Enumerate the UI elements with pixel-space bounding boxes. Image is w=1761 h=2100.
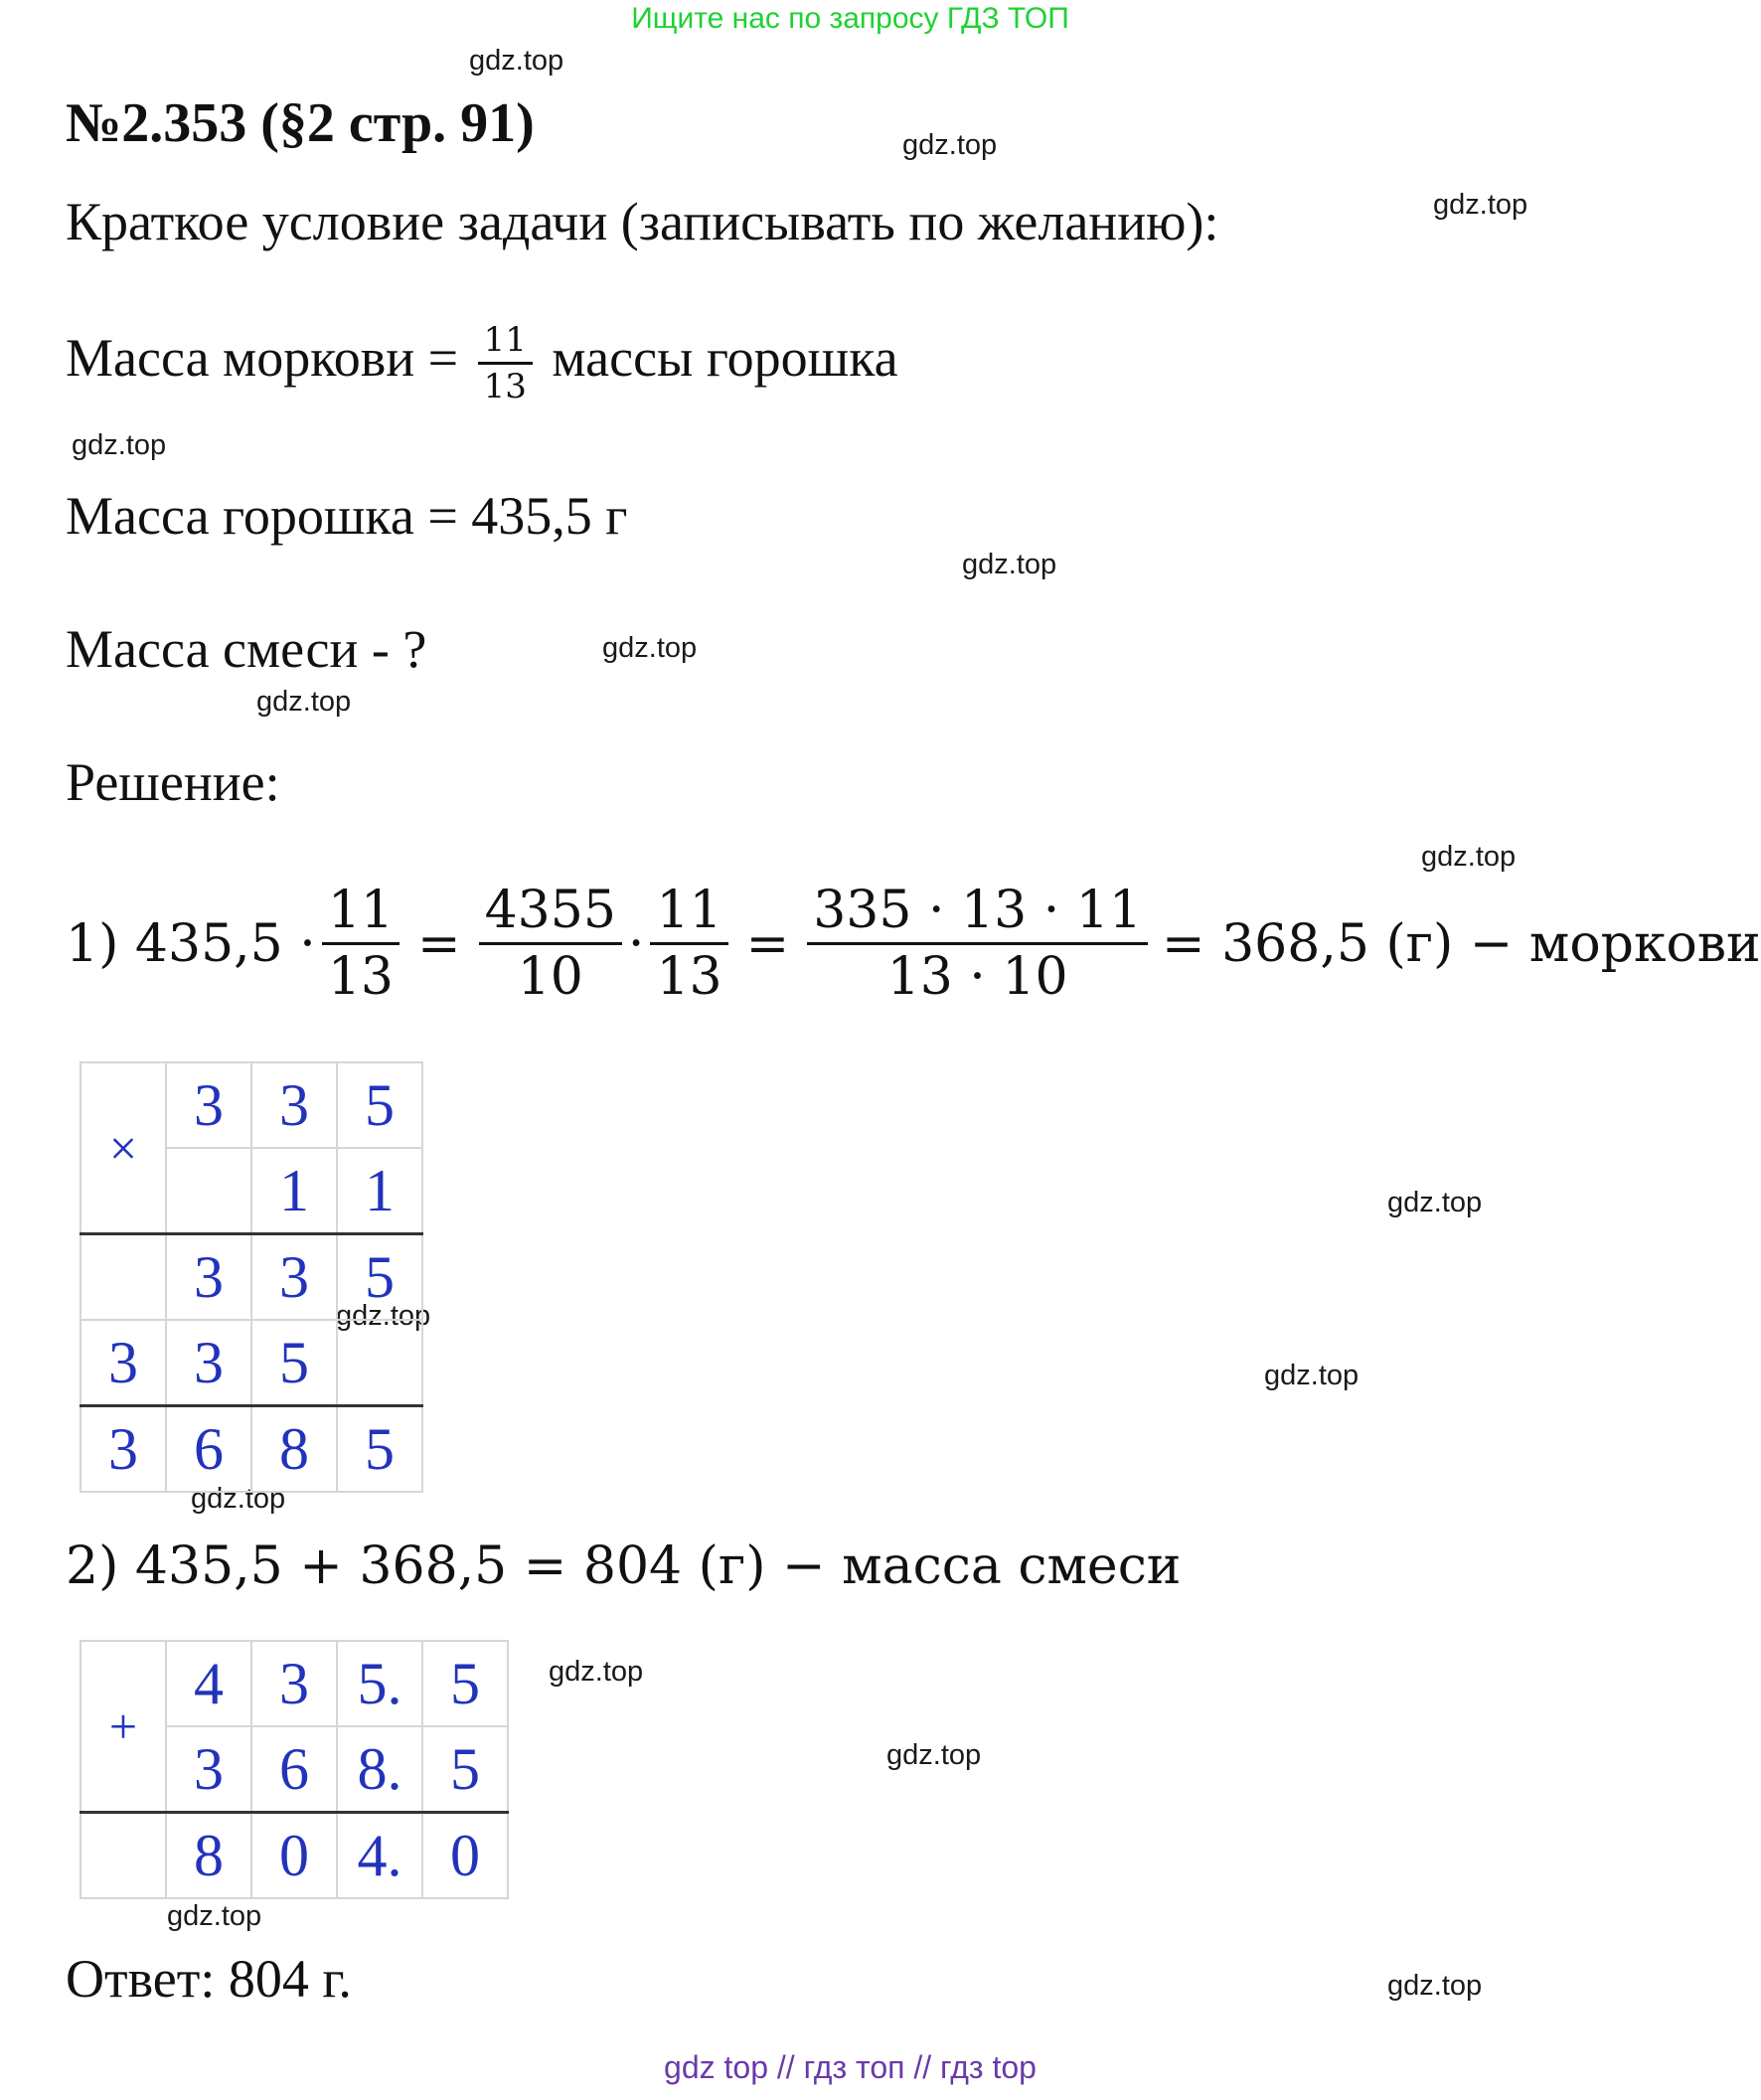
fraction-denominator: 10: [517, 947, 583, 1007]
equals-sign: =: [745, 913, 790, 974]
digit-cell: 0: [251, 1813, 337, 1899]
digit-cell: 6: [251, 1726, 337, 1813]
watermark: gdz.top: [902, 129, 998, 161]
watermark: gdz.top: [602, 632, 698, 664]
fraction: [807, 881, 1148, 1007]
digit-cell: 3: [166, 1320, 251, 1406]
multiply-sign: ×: [80, 1062, 166, 1234]
step-1-result: = 368,5 (г) − моркови: [1161, 913, 1761, 974]
search-banner[interactable]: Ищите нас по запросу ГДЗ ТОП: [631, 2, 1069, 35]
equals-sign: =: [417, 913, 461, 974]
digit-cell: 4: [166, 1641, 251, 1726]
digit-cell: 1: [251, 1148, 337, 1234]
digit-cell: 8: [166, 1813, 251, 1899]
digit-cell: [80, 1234, 166, 1321]
digit-cell: 6: [166, 1406, 251, 1493]
digit-cell: 0: [422, 1813, 508, 1899]
fraction: [322, 881, 400, 1007]
fraction: [479, 881, 622, 1007]
digit-cell: 5: [422, 1641, 508, 1726]
carrot-mass-line: [66, 320, 898, 406]
watermark: gdz.top: [1433, 189, 1528, 221]
watermark: gdz.top: [256, 686, 352, 718]
fraction-denominator: 13: [656, 947, 722, 1007]
carrot-line-left: Масса моркови =: [66, 327, 459, 388]
fraction: [478, 320, 533, 406]
fraction-denominator: 13 · 10: [886, 947, 1068, 1007]
step-1-prefix: 1) 435,5 ·: [66, 913, 316, 974]
fraction-numerator: 335 · 13 · 11: [807, 881, 1148, 945]
digit-cell: 3: [166, 1234, 251, 1321]
watermark: gdz.top: [469, 45, 564, 77]
fraction-denominator: 13: [327, 947, 394, 1007]
digit-cell: 4.: [337, 1813, 422, 1899]
watermark: gdz.top: [167, 1900, 262, 1932]
digit-cell: 5: [422, 1726, 508, 1813]
digit-cell: [166, 1148, 251, 1234]
digit-cell: 5: [337, 1062, 422, 1148]
footer-links[interactable]: gdz top // гдз топ // гдз top: [664, 2049, 1037, 2085]
digit-cell: 5.: [337, 1641, 422, 1726]
watermark: gdz.top: [1387, 1187, 1483, 1218]
watermark: gdz.top: [72, 429, 167, 461]
digit-cell: 3: [166, 1062, 251, 1148]
problem-title: №2.353 (§2 стр. 91): [66, 92, 535, 154]
digit-cell: [337, 1320, 422, 1406]
watermark: gdz.top: [1264, 1360, 1360, 1391]
fraction-denominator: 13: [483, 367, 527, 406]
watermark: gdz.top: [962, 549, 1057, 580]
step-2-equation: 2) 435,5 + 368,5 = 804 (г) − масса смеси: [66, 1536, 1182, 1596]
mix-mass-line: Масса смеси - ?: [66, 619, 427, 679]
fraction-numerator: 11: [322, 881, 400, 945]
watermark: gdz.top: [549, 1656, 644, 1688]
fraction-numerator: 4355: [479, 881, 622, 945]
watermark: gdz.top: [191, 1483, 286, 1515]
digit-cell: 3: [251, 1062, 337, 1148]
addition-column: [80, 1640, 509, 1899]
plus-sign: +: [80, 1641, 166, 1813]
digit-cell: 3: [80, 1406, 166, 1493]
watermark: gdz.top: [336, 1300, 431, 1332]
digit-cell: 5: [337, 1234, 422, 1321]
solution-heading: Решение:: [66, 752, 280, 812]
condition-heading: Краткое условие задачи (записывать по желанию):: [66, 192, 1219, 251]
digit-cell: 3: [251, 1234, 337, 1321]
fraction-numerator: 11: [478, 320, 533, 365]
fraction: [650, 881, 727, 1007]
answer-line: Ответ: 804 г.: [66, 1949, 352, 2009]
digit-cell: 5: [337, 1406, 422, 1493]
watermark: gdz.top: [1421, 841, 1517, 873]
digit-cell: [80, 1813, 166, 1899]
digit-cell: 8.: [337, 1726, 422, 1813]
step-1-equation: [66, 881, 1761, 1007]
digit-cell: 3: [80, 1320, 166, 1406]
digit-cell: 1: [337, 1148, 422, 1234]
carrot-line-right: массы горошка: [552, 327, 898, 388]
multiply-dot: ·: [627, 913, 645, 974]
digit-cell: 3: [251, 1641, 337, 1726]
peas-mass-line: Масса горошка = 435,5 г: [66, 486, 628, 546]
digit-cell: 8: [251, 1406, 337, 1493]
watermark: gdz.top: [886, 1739, 982, 1771]
digit-cell: 5: [251, 1320, 337, 1406]
fraction-numerator: 11: [650, 881, 727, 945]
digit-cell: 3: [166, 1726, 251, 1813]
multiplication-column: [80, 1061, 423, 1493]
watermark: gdz.top: [1387, 1970, 1483, 2002]
